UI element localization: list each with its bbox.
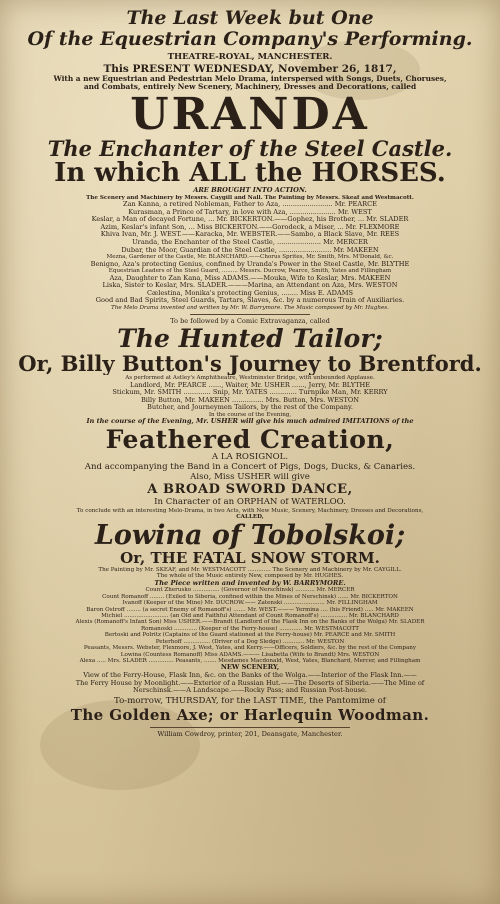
intro-line-2: and Combats, entirely New Scenery, Machinery, Dresses and Decorations, called [83, 83, 417, 92]
cast3-line: Alexis (Romanoff's Infant Son) Miss USHER.——Brandt (Landlord of the Flask Inn on the Banks of the Wolga) Mr. SLADER [75, 619, 425, 626]
cast3-line: The Piece written and invented by W. BARRYMORE. [154, 579, 346, 587]
cast3-line: Peasants, Messrs. Webster, Flexmore, J. West, Yates, and Kerry.——Officers, Soldiers, &c. by the rest of the Company [83, 645, 417, 652]
cast1-line: Khiva Ivan, Mr. J. WEST.——Karacka, Mr. WEBSTER.——Sambo, a Black Slave, Mr. REES [100, 231, 400, 239]
cast1-line: Liska, Sister to Keslar, Mrs. SLADER.———Marina, an Attendant on Aza, Mrs. WESTON [102, 282, 398, 290]
new-scenery-heading: NEW SCENERY, [220, 664, 280, 672]
feathered-line: A LA ROSIGNOL. [211, 453, 289, 463]
horses-line: In which ALL the HORSES. [54, 159, 446, 188]
followed-by: To be followed by a Comic Extravaganza, called [170, 318, 330, 326]
cast1-line: Uranda, the Enchanter of the Steel Castle, ..................... Mr. MERCER [132, 238, 368, 246]
broadsword-dance: A BROAD SWORD DANCE, [147, 483, 353, 498]
feathered-line: And accompanying the Band in a Concert of Pigs, Dogs, Ducks, & Canaries. [84, 463, 416, 473]
cast2-line: In the course of the Evening, [208, 411, 292, 418]
cast2-line: As performed at Astley's Amphitheatre, Westminster Bridge, with unbounded Applause. [125, 375, 375, 382]
cast1-line: Keslar, a Man of decayed Fortune, ... Mr. BICKERTON.——Gophez, his Brother, ... Mr. SLADER [91, 216, 409, 224]
cast3-line: Baron Ostroff ........ (a secret Enemy of Romanoff's) ....... Mr. WEST.——— Yermina .... (his Friend) ..... Mr. MAKEEN [86, 606, 414, 613]
cast3-line: Count Zherusko ............... (Governor of Nerschinsk) ........... Mr. MERCER [145, 587, 355, 594]
scenery-line: View of the Ferry-House, Flask Inn, &c. on the Banks of the Wolga.——Interior of the Flask Inn.—— [83, 671, 417, 679]
cast2-line: Butcher, and Journeymen Tailors, by the rest of the Company. [147, 404, 353, 412]
headline-line-2: Of the Equestrian Company's Performing. [27, 28, 473, 50]
play3-subtitle: Or, THE FATAL SNOW STORM. [120, 550, 380, 567]
headline-line-1: The Last Week but One [126, 8, 374, 29]
play2-subtitle: Or, Billy Button's Journey to Brentford. [18, 352, 482, 376]
called-label: CALLED, [236, 514, 264, 521]
cast1-line: Cælestina, Monika's protecting Genius, ........ Miss E. ADAMS [147, 289, 353, 297]
scenery-line: The Ferry House by Moonlight.——Exterior of a Russian Hut.——The Deserts of Siberia.——The Mine of [75, 679, 425, 687]
cast1-line: Aza, Daughter to Zan Kana, Miss ADAMS.——Mouka, Wife to Keslar, Mrs. MAKEEN [109, 274, 391, 282]
intro-line-1: With a new Equestrian and Pedestrian Melo Drama, interspersed with Songs, Duets, Choruses, [53, 74, 447, 83]
golden-axe-title: The Golden Axe; or Harlequin Woodman. [70, 706, 430, 724]
cast1-line: Benigno, Aza's protecting Genius, confined by Uranda's Power in the Steel Castle, Mr. BLYTHE [90, 260, 410, 268]
cast2-line: In the course of the Evening, Mr. USHER will give his much admired IMITATIONS of the [86, 418, 414, 426]
tomorrow-line: To-morrow, THURSDAY, for the LAST TIME, the Pantomime of [114, 696, 386, 706]
cast1-line: The Scenery and Machinery by Messrs. Caygill and Nall. The Painting by Messrs. Skeaf and Westmacott. [86, 194, 414, 201]
feathered-creation-title: Feathered Creation, [105, 425, 395, 454]
play1-subtitle: The Enchanter of the Steel Castle. [47, 137, 453, 160]
cast3-line: The whole of the Music entirely New, composed by Mr. HUGHES. [156, 573, 344, 580]
cast3-line: Bertoski and Polritz (Captains of the Guard stationed at the Ferry-house) Mr. PEARCE and Mr. SMITH [104, 632, 396, 639]
feathered-line: Also, Miss USHER will give [190, 473, 310, 483]
cast2-line: Stickum, Mr. SMITH ............. Snip, Mr. YATES ............. Turnpike Man, Mr. KERRY [112, 389, 388, 397]
date-line: This PRESENT WEDNESDAY, November 26, 1817, [103, 62, 397, 75]
cast1-line: Azim, Keslar's infant Son, ... Miss BICKERTON.——Gorodeck, a Miser, ... Mr. FLEXMORE [100, 223, 400, 231]
scenery-line: Nerschinsk.——A Landscape.——Rocky Pass; and Russian Post-house. [133, 687, 367, 695]
divider [190, 314, 310, 315]
divider [150, 727, 350, 728]
cast1-line: Equestrian Leaders of the Steel Guard, ......... Messrs. Ducrow, Pearce, Smith, Yates and Fillingham [108, 268, 392, 275]
orphan-line: In Character of an ORPHAN of WATERLOO. [154, 498, 346, 508]
cast3-line: Lowina (Countess Romanoff) Miss ADAMS.——— Lisabetta (Wife to Brandt) Mrs. WESTON [120, 651, 380, 658]
cast2-line: Landlord, Mr. PEARCE ......, Waiter, Mr. USHER ......, Jerry, Mr. BLYTHE [129, 381, 371, 389]
printer-imprint: William Cowdroy, printer, 201, Deansgate, Manchester. [157, 730, 343, 738]
theatre-name: THEATRE-ROYAL, MANCHESTER. [167, 52, 333, 62]
cast1-line: Mezna, Gardener of the Castle, Mr. BLANCHARD.——Chorus Sprites, Mr. Smith, Mrs. M'Donald, &c. [106, 254, 394, 261]
cast3-line: Peterhoff ............... (Driver of a Dog Sledge) ............ Mr. WESTON [155, 638, 345, 645]
play3-title: Lowina of Tobolskoi; [94, 520, 406, 551]
play1-title: URANDA [130, 92, 370, 137]
cast3-line: Romanoski ............. (Keeper of the Ferry-house) ............. Mr. WESTMACOTT [140, 625, 360, 632]
cast3-line: Count Romanoff ........ (Exiled to Siberia, confined within the Mines of Nerschinsk) ...... Mr. BICKERTON [102, 593, 398, 600]
conclude-line: To conclude with an interesting Melo-Drama, in two Acts, with New Music, Scenery, Machinery, Dresses and Decorations, [76, 507, 424, 514]
cast2-line: Billy Button, Mr. MAKEEN ............... Mrs. Button, Mrs. WESTON [140, 396, 360, 404]
cast3-line: Ivanoff (Keeper of the Mine) Mr. DUCROW.—— Zatenski ....................... Mr. FILLINGHAM [122, 600, 378, 607]
brought-into-action: ARE BROUGHT INTO ACTION. [193, 187, 307, 195]
cast3-line: Alexa ..... Mrs. SLADER .............. Peasants, ....... Mesdames Macdonald, West, Yates, Blanchard, Mercer, and Fillingham [79, 657, 421, 664]
cast1-line: Zan Kanna, a retired Nobleman, Father to Aza, ........................ Mr. PEARCE [123, 201, 377, 209]
cast1-line: Kurasman, a Prince of Tartary, in love with Aza, ...................... Mr. WEST [128, 208, 372, 216]
cast3-line: The Painting by Mr. SKEAF, and Mr. WESTMACOTT ............. The Scenery and Machinery by Mr. CAYGILL. [98, 566, 402, 573]
playbill-body [14, 8, 486, 738]
play2-title: The Hunted Tailor; [117, 325, 383, 353]
cast3-line: Michiel ......................... (an Old and Faithful Attendant of Count Romanoff's) ............... Mr. BLANCHARD [101, 613, 399, 620]
cast1-credit: The Melo Drama invented and written by Mr. W. Barrymore. The Music composed by Mr. Hughes. [111, 304, 389, 311]
cast1-line: Good and Bad Spirits, Steel Guards, Tartars, Slaves, &c. by a numerous Train of Auxiliaries. [95, 297, 405, 305]
cast1-line: Dubar, the Moor, Guardian of the Steel Castle, ......................... Mr. MAKEEN [121, 246, 379, 254]
